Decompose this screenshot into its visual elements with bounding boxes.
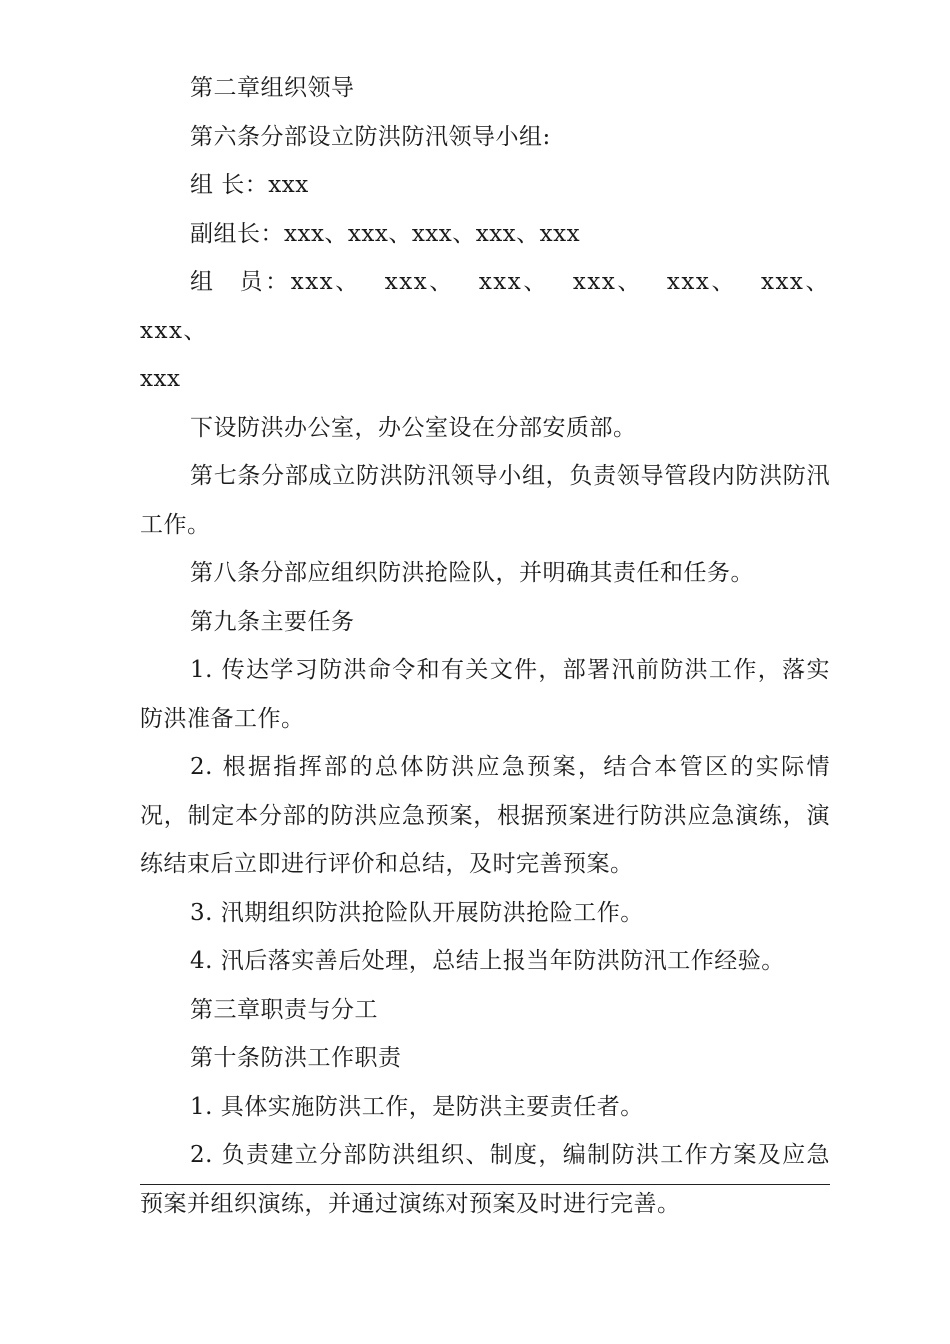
task-item-2: 2. 根据指挥部的总体防洪应急预案，结合本管区的实际情况，制定本分部的防洪应急预案，根据预案进行防洪应急演练，演练结束后立即进行评价和总结，及时完善预案。 (140, 754, 830, 877)
article-7-paragraph: 第七条分部成立防洪防汛领导小组，负责领导管段内防洪防汛工作。 (140, 463, 830, 538)
group-leader-line: 组 长：xxx (190, 172, 309, 198)
flood-office-paragraph: 下设防洪办公室，办公室设在分部安质部。 (190, 414, 637, 441)
task-item-3: 3. 汛期组织防洪抢险队开展防洪抢险工作。 (190, 899, 644, 926)
members-line-continuation: xxx (140, 366, 181, 392)
article-6-paragraph: 第六条分部设立防洪防汛领导小组: (190, 123, 551, 150)
duty-item-1: 1. 具体实施防洪工作，是防洪主要责任者。 (190, 1093, 644, 1120)
members-line: 组 员：xxx、 xxx、 xxx、 xxx、 xxx、 xxx、 xxx、 (140, 269, 830, 344)
chapter-3-heading: 第三章职责与分工 (190, 996, 378, 1023)
task-item-1: 1. 传达学习防洪命令和有关文件，部署汛前防洪工作，落实防洪准备工作。 (140, 657, 830, 732)
document-body (140, 64, 830, 1228)
duty-item-2: 2. 负责建立分部防洪组织、制度，编制防洪工作方案及应急预案并组织演练，并通过演练对预案及时进行完善。 (140, 1142, 830, 1217)
chapter-2-heading: 第二章组织领导 (190, 75, 355, 101)
article-9-heading: 第九条主要任务 (190, 608, 355, 635)
article-10-heading: 第十条防洪工作职责 (190, 1045, 402, 1071)
article-8-paragraph: 第八条分部应组织防洪抢险队，并明确其责任和任务。 (190, 560, 754, 586)
deputy-leader-line: 副组长：xxx、xxx、xxx、xxx、xxx (190, 220, 581, 247)
footer-divider (140, 1184, 830, 1185)
task-item-4: 4. 汛后落实善后处理，总结上报当年防洪防汛工作经验。 (190, 948, 785, 974)
